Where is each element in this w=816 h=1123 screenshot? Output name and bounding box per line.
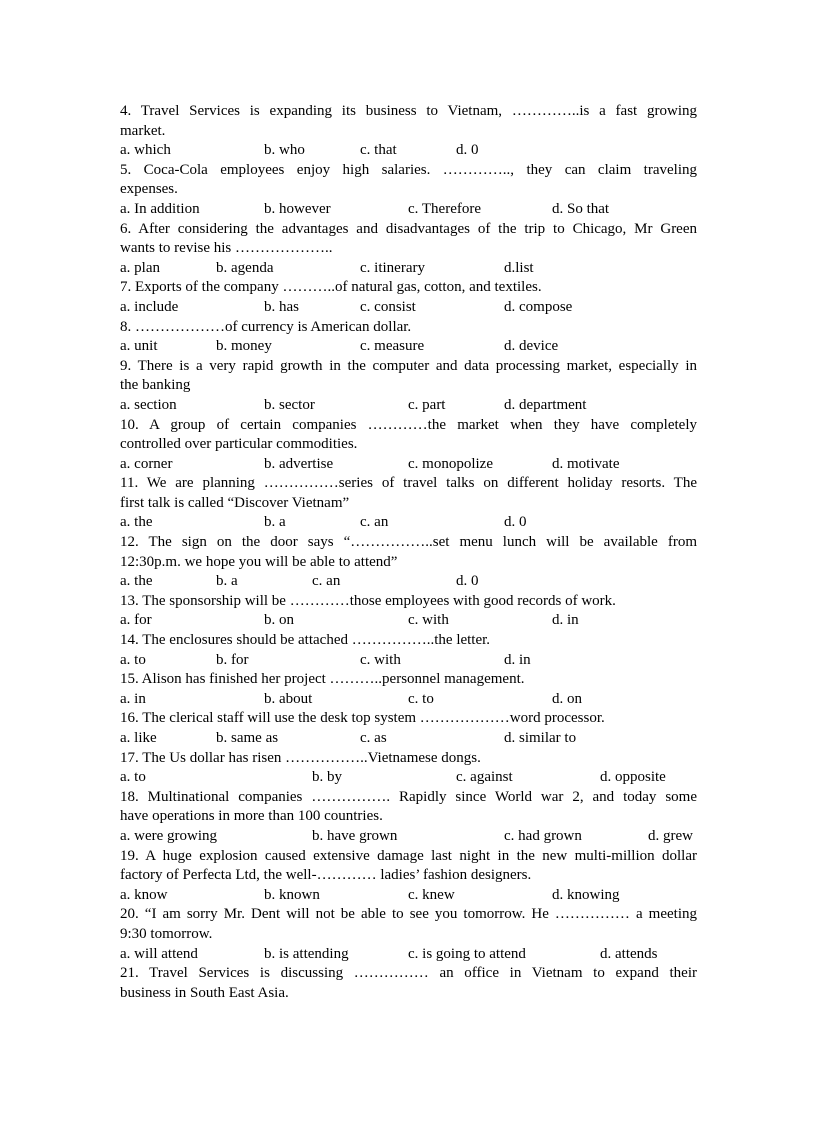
question-text-line: 10. A group of certain companies …………the market when they have completely — [120, 416, 697, 433]
option-a[interactable]: a. include — [120, 298, 179, 315]
option-b[interactable]: b. sector — [264, 396, 315, 413]
answer-options — [120, 611, 697, 631]
option-b[interactable]: b. advertise — [264, 455, 334, 472]
question-text-line: 9:30 tomorrow. — [120, 925, 213, 942]
option-c[interactable]: c. with — [360, 651, 401, 668]
option-c[interactable]: c. consist — [360, 298, 416, 315]
answer-options — [120, 455, 697, 475]
option-a[interactable]: a. plan — [120, 259, 160, 276]
question-4 — [120, 102, 697, 161]
question-text-line: 8. ………………of currency is American dollar. — [120, 318, 412, 335]
option-d[interactable]: d.list — [504, 259, 534, 276]
option-b[interactable]: b. however — [264, 200, 331, 217]
answer-options — [120, 396, 697, 416]
question-13 — [120, 592, 697, 631]
question-text-line: expenses. — [120, 181, 178, 198]
option-d[interactable]: d. 0 — [456, 142, 479, 159]
question-text-line: 12:30p.m. we hope you will be able to attend” — [120, 553, 398, 570]
option-a[interactable]: a. to — [120, 769, 146, 786]
answer-options — [120, 298, 697, 318]
option-b[interactable]: b. agenda — [216, 259, 274, 276]
question-8 — [120, 318, 697, 357]
question-14 — [120, 631, 697, 670]
question-text-line: business in South East Asia. — [120, 984, 289, 1001]
option-c[interactable]: c. measure — [360, 338, 425, 355]
question-7 — [120, 278, 697, 317]
answer-options — [120, 827, 697, 847]
exercise-body — [120, 102, 697, 1003]
answer-options — [120, 945, 697, 965]
option-b[interactable]: b. a — [264, 514, 286, 531]
question-text-line: controlled over particular commodities. — [120, 436, 358, 453]
option-d[interactable]: d. department — [504, 396, 587, 413]
option-b[interactable]: b. has — [264, 298, 299, 315]
answer-options — [120, 141, 697, 161]
question-text-line: the banking — [120, 377, 191, 394]
question-5 — [120, 161, 697, 220]
option-c[interactable]: c. an — [360, 514, 389, 531]
question-16 — [120, 709, 697, 748]
option-d[interactable]: d. opposite — [600, 769, 666, 786]
question-12 — [120, 533, 697, 592]
option-c[interactable]: c. as — [360, 730, 387, 746]
answer-options — [120, 768, 697, 788]
option-d[interactable]: d. grew — [648, 827, 693, 844]
answer-options — [120, 572, 697, 592]
question-9 — [120, 357, 697, 416]
option-b[interactable]: b. money — [216, 338, 272, 355]
question-20 — [120, 905, 697, 964]
option-b[interactable]: b. by — [312, 769, 342, 786]
option-c[interactable]: c. an — [312, 573, 341, 590]
answer-options — [120, 651, 697, 671]
question-text-line: 16. The clerical staff will use the desk top system ………………word processor. — [120, 710, 605, 727]
question-text-line: first talk is called “Discover Vietnam” — [120, 494, 350, 511]
option-a[interactable]: a. to — [120, 651, 146, 668]
question-11 — [120, 474, 697, 533]
option-c[interactable]: c. knew — [408, 886, 455, 903]
option-b[interactable]: b. about — [264, 690, 313, 707]
question-text-line: 4. Travel Services is expanding its business to Vietnam, …………..is a fast growing — [120, 103, 697, 119]
question-6 — [120, 220, 697, 279]
option-d[interactable]: d. knowing — [552, 886, 620, 903]
option-b[interactable]: b. for — [216, 651, 249, 668]
question-text-line: 7. Exports of the company ………..of natural gas, cotton, and textiles. — [120, 279, 542, 296]
option-a[interactable]: a. unit — [120, 338, 158, 355]
option-a[interactable]: a. corner — [120, 455, 173, 472]
question-text-line: 12. The sign on the door says “……………..set menu lunch will be available from — [120, 534, 697, 551]
question-text-line: market. — [120, 122, 166, 139]
question-text-line: 21. Travel Services is discussing …………… an office in Vietnam to expand their — [120, 965, 697, 982]
question-text-line: 15. Alison has finished her project ………..personnel management. — [120, 671, 525, 688]
option-a[interactable]: a. know — [120, 886, 168, 903]
option-b[interactable]: b. a — [216, 573, 238, 590]
question-text-line: 6. After considering the advantages and disadvantages of the trip to Chicago, Mr Green — [120, 220, 697, 237]
option-a[interactable]: a. in — [120, 690, 146, 707]
option-b[interactable]: b. have grown — [312, 827, 398, 844]
question-19 — [120, 847, 697, 906]
question-text-line: wants to revise his ……………….. — [120, 240, 333, 257]
option-a[interactable]: a. were growing — [120, 827, 218, 844]
option-c[interactable]: c. monopolize — [408, 455, 493, 472]
answer-options — [120, 690, 697, 710]
option-c[interactable]: c. with — [408, 612, 449, 629]
option-a[interactable]: a. In addition — [120, 200, 200, 217]
option-d[interactable]: d. on — [552, 690, 582, 707]
question-15 — [120, 670, 697, 709]
question-text-line: have operations in more than 100 countries. — [120, 808, 383, 825]
option-c[interactable]: c. itinerary — [360, 259, 425, 276]
option-c[interactable]: c. Therefore — [408, 200, 482, 217]
question-10 — [120, 416, 697, 475]
option-d[interactable]: d. similar to — [504, 730, 577, 746]
option-d[interactable]: d. attends — [600, 945, 658, 962]
question-text-line: 17. The Us dollar has risen ……………..Vietnamese dongs. — [120, 749, 481, 766]
option-c[interactable]: c. part — [408, 396, 446, 413]
option-a[interactable]: a. the — [120, 514, 153, 531]
question-text-line: 14. The enclosures should be attached ……………..the letter. — [120, 632, 491, 649]
option-b[interactable]: b. known — [264, 886, 320, 903]
question-21 — [120, 964, 697, 1003]
question-text-line: 5. Coca-Cola employees enjoy high salaries. ………….., they can claim traveling — [120, 161, 697, 178]
question-text-line: 18. Multinational companies ……………. Rapidly since World war 2, and today some — [120, 788, 697, 805]
question-18 — [120, 788, 697, 847]
question-text-line: 20. “I am sorry Mr. Dent will not be able to see you tomorrow. He …………… a meeting — [120, 906, 697, 923]
question-text-line: 11. We are planning ……………series of travel talks on different holiday resorts. The — [120, 475, 697, 492]
option-d[interactable]: d. 0 — [504, 514, 527, 531]
question-text-line: 9. There is a very rapid growth in the computer and data processing market, especially in — [120, 357, 697, 374]
option-c[interactable]: c. is going to attend — [408, 945, 526, 962]
option-d[interactable]: d. in — [552, 612, 579, 629]
option-d[interactable]: d. motivate — [552, 455, 620, 472]
option-a[interactable]: a. section — [120, 396, 177, 413]
option-b[interactable]: b. is attending — [264, 945, 349, 962]
option-b[interactable]: b. same as — [216, 730, 279, 746]
answer-options — [120, 729, 697, 749]
option-c[interactable]: c. had grown — [504, 827, 582, 844]
option-c[interactable]: c. to — [408, 690, 434, 707]
option-d[interactable]: d. So that — [552, 200, 610, 217]
option-d[interactable]: d. compose — [504, 298, 573, 315]
option-d[interactable]: d. device — [504, 338, 559, 355]
option-a[interactable]: a. will attend — [120, 945, 198, 962]
option-a[interactable]: a. like — [120, 730, 157, 746]
answer-options — [120, 513, 697, 533]
option-d[interactable]: d. 0 — [456, 573, 479, 590]
option-a[interactable]: a. which — [120, 142, 171, 159]
answer-options — [120, 337, 697, 357]
question-text-line: 19. A huge explosion caused extensive damage last night in the new multi-million dollar — [120, 847, 697, 864]
question-text-line: 13. The sponsorship will be …………those employees with good records of work. — [120, 592, 616, 609]
question-text-line: factory of Perfecta Ltd, the well-………… ladies’ fashion designers. — [120, 867, 532, 884]
option-d[interactable]: d. in — [504, 651, 531, 668]
answer-options — [120, 259, 697, 279]
option-c[interactable]: c. against — [456, 769, 513, 786]
answer-options — [120, 200, 697, 220]
option-a[interactable]: a. for — [120, 612, 152, 629]
option-c[interactable]: c. that — [360, 142, 397, 159]
question-17 — [120, 749, 697, 788]
answer-options — [120, 886, 697, 906]
option-a[interactable]: a. the — [120, 573, 153, 590]
option-b[interactable]: b. who — [264, 142, 305, 159]
option-b[interactable]: b. on — [264, 612, 294, 629]
